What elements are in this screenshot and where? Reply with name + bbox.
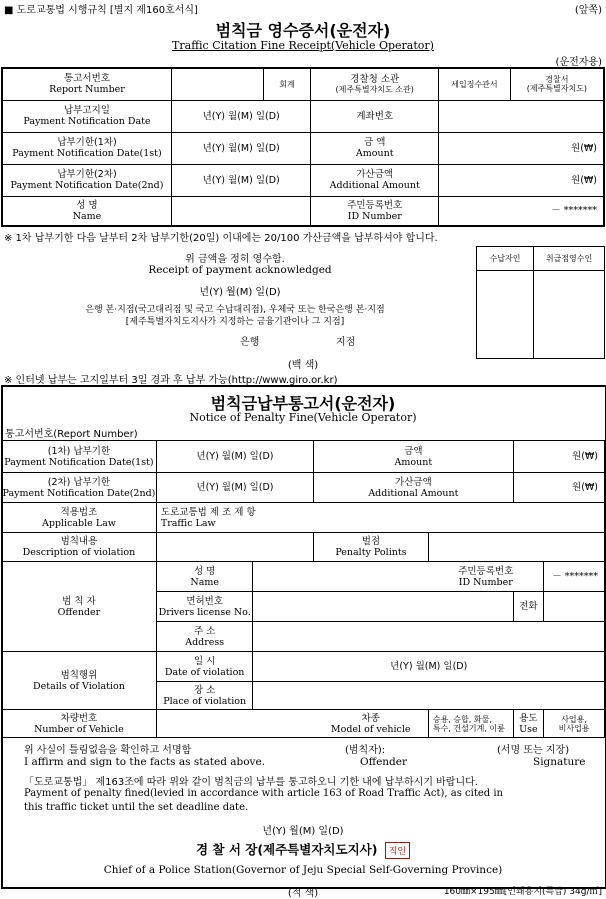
receipt-title: 범칙금 영수증서(운전자) xyxy=(215,21,391,40)
offender-label: 범 칙 자 xyxy=(62,595,96,607)
receipt-title-en: Traffic Citation Fine Receipt(Vehicle Operator) xyxy=(172,39,434,52)
n-amount-label-en: Amount xyxy=(394,456,433,468)
bank-note-1: 은행 본·지점(국고대리점 및 국고 수납대리점), 우체국 또는 한국은행 본·지점 xyxy=(85,305,385,315)
address-label-en: Address xyxy=(185,636,225,648)
notice-paper-color: (적 색) xyxy=(287,888,319,899)
vehicle-no-value xyxy=(156,710,313,738)
branch-label: 지점 xyxy=(336,337,356,348)
revenue-officer-label: 세입징수관서 xyxy=(439,68,511,100)
n-name-label: 성 명 xyxy=(193,565,216,577)
address-label: 주 소 xyxy=(193,625,216,637)
notice-title-en: Notice of Penalty Fine(Vehicle Operator) xyxy=(189,411,417,424)
place-label: 장 소 xyxy=(193,684,216,696)
page-side: (앞쪽) xyxy=(574,5,602,16)
name-value xyxy=(171,196,310,226)
copy-label: (운전자용) xyxy=(555,57,602,68)
license-label: 면허번호 xyxy=(186,595,224,607)
n-name-label-en: Name xyxy=(190,576,219,588)
offender-sign-label: (범칙자): xyxy=(345,745,386,756)
bank-note-2: [제주특별자치도지사가 지정하는 금융기관이나 그 지점] xyxy=(125,317,345,327)
law-label-en: Applicable Law xyxy=(41,517,116,529)
n-due2-label: (2차) 납부기한 xyxy=(47,476,111,488)
notice-statement-en-2: this traffic ticket until the set deadline date. xyxy=(24,802,249,813)
n-id-value: － ******* xyxy=(544,562,605,592)
ack-date: 년(Y) 월(M) 일(D) xyxy=(199,287,281,298)
n-due2-label-en: Payment Notification Date(2nd) xyxy=(2,487,156,499)
agency-label-sub: (제주특별자치도 소관) xyxy=(335,85,414,95)
report-no-label: 통고서번호 xyxy=(64,73,110,85)
license-value xyxy=(253,592,513,622)
license-label-en: Drivers license No. xyxy=(158,606,251,618)
notice-statement-en-1: Payment of penalty fined(levied in accordance with article 163 of Road Traffic Act), as cited in xyxy=(24,788,503,799)
place-value xyxy=(253,682,605,710)
surcharge-note: ※ 1차 납부기한 다음 날부터 2차 납부기한(20일) 이내에는 20/100 가산금액을 납부하셔야 합니다. xyxy=(4,233,438,244)
affirm-text-ko: 위 사실이 틀림없음을 확인하고 서명함 xyxy=(24,745,192,756)
add-amount-label: 가산금액 xyxy=(356,169,394,180)
offender-word: Offender xyxy=(360,756,407,768)
details-label: 범칙행위 xyxy=(60,669,98,681)
due1-label-en: Payment Notification Date(1st) xyxy=(12,148,162,159)
id-label: 주민등록번호 xyxy=(347,199,403,211)
receiver-box xyxy=(477,271,534,359)
n-due1-label: (1차) 납부기한 xyxy=(47,445,111,457)
notif-date-label-en: Payment Notification Date xyxy=(23,116,151,127)
n-amount-field: 원(₩) xyxy=(513,441,604,473)
use-options-2: 비사업용 xyxy=(558,723,590,733)
paper-spec: 160㎜×195㎜[인쇄용지(특급) 34g/㎡] xyxy=(443,887,602,897)
model-label-en: Model of vehicle xyxy=(330,723,411,735)
details-label-en: Details of Violation xyxy=(33,680,125,692)
vdate-field: 년(Y) 월(M) 일(D) xyxy=(253,652,605,682)
points-value xyxy=(428,533,604,562)
rule-reference: ■ 도로교통법 시행규칙 [별지 제160호서식] xyxy=(4,5,198,16)
n-add-label-en: Additional Amount xyxy=(368,487,459,499)
model-options-1: 승용, 승합, 화물, xyxy=(432,714,492,724)
n-add-label: 가산금액 xyxy=(395,476,432,488)
stamp-box xyxy=(476,246,605,359)
amount-label-en: Amount xyxy=(355,148,394,159)
report-no-label-en: Report Number xyxy=(49,84,125,96)
chief-title: 경 찰 서 장(제주특별자치도지사) xyxy=(195,842,378,857)
vdate-label: 일 시 xyxy=(193,655,216,667)
points-label: 벌점 xyxy=(361,536,381,547)
n-id-label-en: ID Number xyxy=(458,576,513,588)
bank-label: 은행 xyxy=(240,337,260,348)
signature-word: Signature xyxy=(533,756,586,768)
due1-field: 년(Y) 월(M) 일(D) xyxy=(171,132,310,164)
ack-text-ko: 위 금액을 정히 영수함. xyxy=(185,254,285,265)
handler-box xyxy=(534,271,605,359)
chief-title-en: Chief of a Police Station(Governor of Jeju Special Self-Governing Province) xyxy=(103,864,503,876)
account-value xyxy=(439,100,604,132)
notif-date-field: 년(Y) 월(M) 일(D) xyxy=(171,100,310,132)
count-label: 회계 xyxy=(263,68,311,100)
phone-label: 전화 xyxy=(513,592,543,622)
n-add-field: 원(₩) xyxy=(513,473,604,503)
id-label-en: ID Number xyxy=(347,210,402,222)
law-value: 도로교통법 제 조 제 항 xyxy=(160,506,256,518)
notice-title: 범칙금납부통고서(운전자) xyxy=(210,394,396,413)
law-label: 적용법조 xyxy=(60,506,98,518)
vehicle-no-label: 차량번호 xyxy=(60,712,98,724)
name-label-en: Name xyxy=(72,210,102,222)
notice-statement-ko: 「도로교통법」 제163조에 따라 위와 같이 범칙금의 납부를 통고하오니 기한 내에 납부하시기 바랍니다. xyxy=(24,777,478,788)
phone-value xyxy=(544,592,605,622)
notice-date: 년(Y) 월(M) 일(D) xyxy=(262,826,344,837)
address-value xyxy=(253,622,605,652)
amount-label: 금 액 xyxy=(364,137,386,148)
amount-field: 원(₩) xyxy=(439,132,604,164)
receipt-paper-color: (백 색) xyxy=(287,360,319,371)
affirm-text-en: I affirm and sign to the facts as stated above. xyxy=(24,756,266,768)
place-label-en: Place of violation xyxy=(163,695,247,707)
points-label-en: Penalty Polints xyxy=(335,547,407,558)
agency-label: 경찰청 소관 xyxy=(350,74,400,86)
internet-note: ※ 인터넷 납부는 고지일부터 3일 경과 후 납부 가능(http://www.giro.or.kr) xyxy=(4,375,338,386)
violation-label: 범칙내용 xyxy=(60,536,98,547)
due2-label: 납부기한(2차) xyxy=(57,169,117,180)
ack-text-en: Receipt of payment acknowledged xyxy=(148,264,332,276)
model-label: 차종 xyxy=(361,712,380,724)
offender-label-en: Offender xyxy=(57,606,101,618)
receiver-label: 수납자인 xyxy=(477,247,534,271)
police-station-label: 경찰서 xyxy=(545,75,569,85)
vehicle-no-label-en: Number of Vehicle xyxy=(34,723,124,735)
model-options-2: 특수, 건설기계, 이륜 xyxy=(432,723,505,733)
notif-date-label: 납부고지일 xyxy=(64,105,110,116)
violation-value xyxy=(156,533,313,562)
use-options-1: 사업용, xyxy=(561,714,587,724)
handler-label: 취급점영수인 xyxy=(534,247,605,271)
vdate-label-en: Date of violation xyxy=(164,666,245,678)
n-name-value xyxy=(253,562,428,592)
chief-line xyxy=(0,840,606,859)
n-due1-label-en: Payment Notification Date(1st) xyxy=(4,456,154,468)
name-label: 성 명 xyxy=(76,199,98,211)
add-amount-label-en: Additional Amount xyxy=(329,180,420,191)
id-value: － ******* xyxy=(439,196,604,226)
due2-label-en: Payment Notification Date(2nd) xyxy=(10,180,164,191)
n-amount-label: 금액 xyxy=(404,445,423,457)
police-station-label-sub: (제주특별자치도) xyxy=(526,84,588,94)
due2-field: 년(Y) 월(M) 일(D) xyxy=(171,164,310,196)
report-no-value xyxy=(171,68,263,100)
law-value-en: Traffic Law xyxy=(160,517,216,529)
official-seal: 직인 xyxy=(385,842,410,859)
n-due2-field: 년(Y) 월(M) 일(D) xyxy=(156,473,313,503)
notice-report-no: 통고서번호(Report Number) xyxy=(5,429,138,440)
violation-label-en: Description of violation xyxy=(22,547,136,558)
n-due1-field: 년(Y) 월(M) 일(D) xyxy=(156,441,313,473)
receipt-table xyxy=(1,67,605,227)
use-label-en: Use xyxy=(519,723,538,735)
sign-label: (서명 또는 지장) xyxy=(497,745,570,756)
n-id-label: 주민등록번호 xyxy=(458,565,514,577)
use-label: 용도 xyxy=(519,712,538,724)
notice-table xyxy=(1,440,605,738)
due1-label: 납부기한(1차) xyxy=(57,137,117,148)
account-label: 계좌번호 xyxy=(311,100,439,132)
add-amount-field: 원(₩) xyxy=(439,164,604,196)
